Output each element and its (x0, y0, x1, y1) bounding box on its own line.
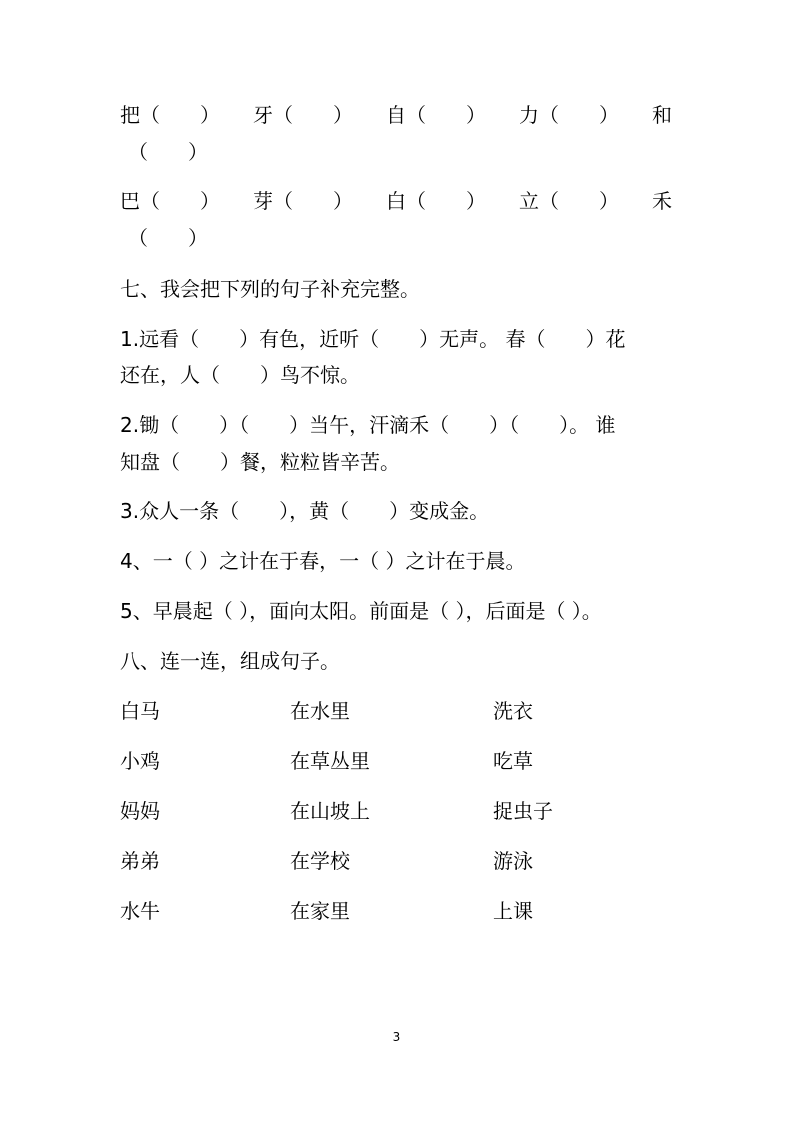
matching-action: 洗衣 (493, 699, 533, 723)
word-item: 禾 (652, 189, 672, 213)
word-pair-row-1 (120, 102, 672, 128)
matching-action: 游泳 (493, 849, 533, 873)
word-pair-row-1-continuation: （ ） (128, 140, 208, 164)
word-item: 立（ ） (519, 189, 619, 213)
section-8-heading: 八、连一连，组成句子。 (120, 649, 340, 673)
sentence-1-line-1: 1.远看（ ）有色，近听（ ）无声。 春（ ）花 (120, 327, 626, 351)
sentence-5: 5、早晨起（ ），面向太阳。前面是（ ），后面是（ ）。 (120, 599, 602, 623)
matching-subject: 小鸡 (120, 749, 160, 773)
matching-action: 吃草 (493, 749, 533, 773)
word-pair-row-2 (120, 188, 672, 214)
sentence-2-line-2: 知盘（ ）餐，粒粒皆辛苦。 (120, 450, 400, 474)
matching-place: 在学校 (290, 849, 350, 873)
matching-place: 在草丛里 (290, 749, 370, 773)
word-item: 巴（ ） (120, 189, 220, 213)
sentence-2-line-1: 2.锄（ ）（ ）当午，汗滴禾（ ）（ ）。 谁 (120, 413, 616, 437)
matching-subject: 妈妈 (120, 799, 160, 823)
word-item: 白（ ） (386, 189, 486, 213)
word-item: 牙（ ） (253, 103, 353, 127)
word-item: 力（ ） (519, 103, 619, 127)
word-item: 和 (652, 103, 672, 127)
matching-place: 在山坡上 (290, 799, 370, 823)
matching-place: 在家里 (290, 899, 350, 923)
matching-subject: 白马 (120, 699, 160, 723)
word-item: 芽（ ） (253, 189, 353, 213)
page-number: 3 (392, 1030, 401, 1044)
sentence-1-line-2: 还在，人（ ）鸟不惊。 (120, 363, 360, 387)
sentence-4: 4、一（ ）之计在于春，一（ ）之计在于晨。 (120, 549, 526, 573)
word-item: 把（ ） (120, 103, 220, 127)
section-7-heading: 七、我会把下列的句子补充完整。 (120, 277, 420, 301)
sentence-3: 3.众人一条（ ），黄（ ）变成金。 (120, 499, 490, 523)
word-item: 自（ ） (386, 103, 486, 127)
matching-subject: 水牛 (120, 899, 160, 923)
matching-action: 捉虫子 (493, 799, 553, 823)
matching-place: 在水里 (290, 699, 350, 723)
word-pair-row-2-continuation: （ ） (128, 226, 208, 250)
matching-action: 上课 (493, 899, 533, 923)
matching-subject: 弟弟 (120, 849, 160, 873)
